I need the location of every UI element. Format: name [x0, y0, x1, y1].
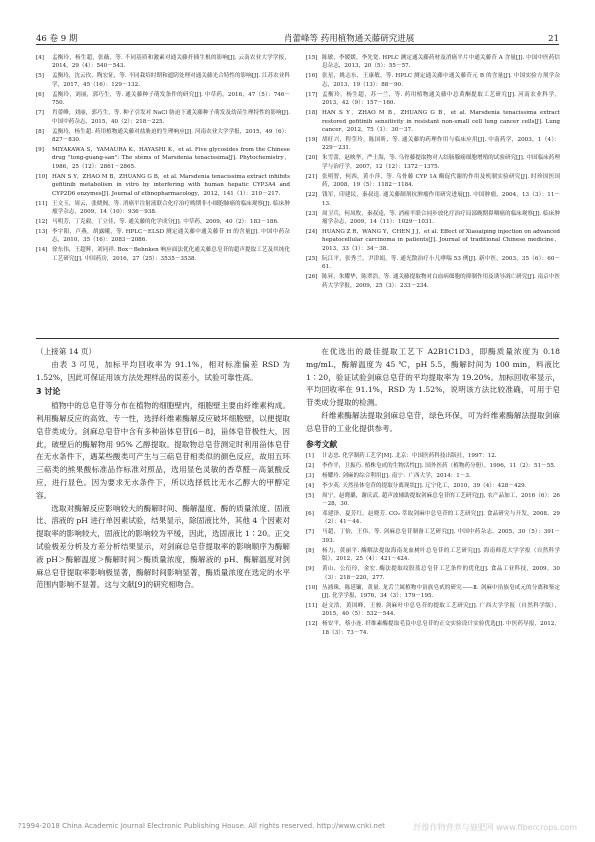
reference-number: [2]: [306, 462, 314, 469]
reference-text: 孟衡玲，沈云玫，陶宏征，等. 不同栽培时期和遮阴处理对通关藤光合特性的影响[J]. 江苏农业科学，2017，45（16）：129－132.: [52, 73, 290, 88]
reference-item: [36, 218, 290, 226]
reference-item: [306, 452, 560, 460]
reference-text: 马明芳，丁克毅，丁立佳，等. 通关藤的化学成分[J]. 中草药，2009，40（2）：183－186.: [52, 219, 279, 226]
reference-number: [4]: [36, 55, 44, 61]
reference-text: 陈敏，李媛媛，李先宽. HPLC 测定通关藤药材及消癌平片中通关藤苷 A 含量[J]. 中国中医药信息杂志，2013，20（5）：55－57.: [322, 55, 560, 70]
reference-item: [306, 173, 560, 190]
reference-item: [306, 191, 560, 208]
references-list: [306, 452, 560, 638]
reference-text: HAN S Y，ZHAO M B，ZHUANG G B，et al. Marsdenia tenacissima extract restored gefitinib sensitivity in resistant non-small cell lung cancer cells[J]. Lung cancer，2012，75（1）：30－37.: [322, 110, 560, 134]
references-heading: 参考文献: [306, 439, 338, 449]
reference-text: 胡旺兴，程莹玲，陈国昕，等. 通关藤的药理作用与临床应用[J]. 中南药学，2003，1（4）：229－231.: [322, 137, 560, 152]
section-divider: [36, 338, 559, 339]
reference-text: 陈昇，朱耀华，陈翠浩，等. 通关藤提取物对白血病细胞的抑制作用及诱导凋亡研究[J]. 南京中医药大学学报，2009，25（3）：233－234.: [322, 274, 560, 289]
page-number: 21: [548, 34, 559, 44]
reference-number: [11]: [36, 200, 48, 207]
reference-item: [36, 200, 290, 217]
reference-text: 计志忠. 化学制药工艺学[M]. 北京：中国医药科技出版社，1997：12.: [322, 452, 497, 459]
reference-item: [306, 492, 560, 509]
reference-item: [306, 255, 560, 272]
reference-text: 丛浦珠，陈延镛，黄量. 龙舌兰属植物中甾族皂甙的研究——Ⅱ. 剑麻中甾族皂甙元的分离和鉴定[J]. 化学学报，1976，34（3）：179－195.: [322, 584, 560, 600]
watermark-text: 纤维作物营养与施肥网 www.fibercrops.com: [413, 823, 577, 832]
reference-number: [20]: [306, 155, 318, 162]
reference-item: [306, 528, 560, 545]
reference-number: [14]: [36, 247, 48, 254]
running-header: [36, 24, 559, 45]
reference-number: [24]: [306, 229, 318, 236]
reference-item: [36, 91, 290, 108]
reference-item: [36, 128, 290, 145]
reference-number: [19]: [306, 137, 318, 144]
body-right-column: [306, 346, 560, 639]
reference-number: [17]: [306, 91, 318, 98]
page-footer: [0, 822, 595, 836]
reference-number: [7]: [306, 529, 314, 536]
reference-text: 孟衡玲，杨生超. 药用植物通关藤对盐胁迫的生理响应[J]. 河南农业大学学报，2015，49（6）：827－830.: [52, 128, 290, 144]
copyright-line: ?1994-2018 China Academic Journal Electronic Publishing House. All rights reserved. http://www.cnki.net: [18, 822, 385, 830]
reference-item: [36, 54, 290, 71]
reference-text: 李作平，卫振巧. 植株皂甙的生物活性[J]. 国外医药（植物药分册），1996，11（2）：51－55.: [322, 462, 556, 469]
reference-item: [36, 228, 290, 245]
reference-number: [25]: [306, 255, 318, 262]
body-paragraph: 纤维素酶解法提取剑麻总皂苷，绿色环保，可为纤维素酶解法提取剑麻总皂苷的工业化提供参考。: [306, 410, 560, 433]
body-paragraph: 植物中的总皂苷等分布在植物的细胞壁内，细胞壁主要由纤维素构成。利用酶解反应的高效、专一性，选择纤维素酶解反应破坏细胞壁，以便提取皂苷类成分。剑麻总皂苷中含有多种甾体皂苷[6－8]，甾体皂苷极性大，因此，破壁后的酶解物用 95% 乙醇提取。提取物总皂苷测定时利用甾体皂苷在无水条件下，遇某些酸类可产生与三萜皂苷相类似的颜色反应，故用五环三萜类的熊果酸标准品作标准对照品，选用显色灵敏的香草醛－高氯酸反应，进行显色。因为要求无水条件下，所以选择低比无水乙醇大的甲醇定容。: [36, 401, 290, 500]
reference-item: [36, 72, 290, 89]
reference-item: [36, 146, 290, 171]
reference-item: [306, 154, 560, 171]
reference-number: [11]: [306, 603, 318, 610]
reference-number: [7]: [36, 110, 44, 117]
reference-item: [36, 173, 290, 198]
reference-item: [306, 584, 560, 601]
reference-number: [9]: [306, 566, 314, 573]
reference-text: 孟衡玲，刘丽，郭巧生，等. 通关藤种子萌发条件的研究[J]. 中草药，2016，47（5）：746－750.: [52, 91, 290, 107]
reference-text: MIYAKAWA S，YAMAURA K，HAYASHI K，et al. Five glycosides from the Chinese drug "tong-guang-san": The stems of Marsdenia tenacissima[J]. Phytochemistry，1986，25（12）：2861－2865.: [52, 147, 290, 170]
reference-item: [36, 109, 290, 126]
reference-text: 黄山，公衍玲，金宏. 酶法提取纹股蓝总皂苷工艺条件的优化[J]. 食品工业科技，2009，30（3）：218－220，277.: [322, 566, 560, 581]
reference-item: [306, 210, 560, 227]
reference-number: [13]: [36, 229, 48, 236]
issue-label: 46 卷 9 期: [36, 34, 78, 44]
reference-number: [4]: [306, 482, 314, 489]
reference-item: [306, 620, 560, 637]
reference-text: 杨安平，蔡小连. 纤维素酶提取毛茛中总皂苷的正交实验设计实验优选[J]. 中医药导报，2012，18（3）：73－74.: [322, 621, 560, 636]
reference-text: 朱雪蕾，赵映华，严士海，等. 乌骨藤提取物对人结肠腺癌细胞增殖的试验研究[J]. 中国临床药理学与治疗学，2007，12（12）：1372－1375.: [322, 155, 560, 170]
reference-number: [22]: [306, 192, 318, 199]
reference-item: [306, 472, 560, 480]
reference-number: [15]: [306, 55, 318, 61]
reference-text: 孟衡玲，杨生超，张薇，等. 不同基质和激素对通关藤扦插生根的影响[J]. 云南农业大学学报，2014，29（4）：540－543.: [52, 55, 290, 70]
reference-number: [16]: [306, 73, 318, 80]
continued-from: （上接第 14 页）: [36, 347, 97, 356]
reference-item: [306, 602, 560, 619]
reference-text: 孟衡玲，杨生超，苏一兰，等. 药用植物通关藤中总黄酮提取工艺研究[J]. 河南农业科学，2013，42（9）：157－160.: [322, 91, 560, 107]
reference-number: [18]: [306, 110, 318, 117]
reference-text: 李宇阳，卢燕，胡露曦，等. HPLC－ELSD 测定通关藤中通关藤苷 H 的含量[J]. 中国中药杂志，2010，35（16）：2083－2086.: [52, 229, 290, 244]
reference-item: [306, 462, 560, 470]
reference-number: [10]: [36, 173, 48, 180]
reference-number: [23]: [306, 210, 318, 217]
reference-text: HUANG Z R，WANG Y，CHEN J J，et al. Effect of Xiaoaiping injection on advanced hepatocellular carcinoma in patients[J]. Journal of traditional Chinese medicine，2013，33（1）：34－38.: [322, 229, 560, 252]
reference-text: 张星，姚志东，王康敏，等. HPLC 测定通关藤中通关藤苷元 B 的含量[J]. 中国实验方剂学杂志，2013，19（13）：88－90.: [322, 73, 560, 88]
reference-text: HAN S Y，ZHAO M B，ZHUANG G B，et al. Marsdenia tenacissima extract inhibits gefitinib metabolism in vitro by interfering with human hepatic CYP3A4 and CYP2D6 enzymes[J]. Journal of ethnopharmacology，2012，141（1）：210－217.: [52, 173, 290, 197]
body-paragraph: 选取对酶解反应影响较大的酶解时间、酶解温度、酶的质量浓度、固液比、溶液的 pH 进行单因素试验，结果显示，除固液比外，其他 4 个因素对提取率的影响较大，固液比的影响较为平缓，因此，选固液比 1∶20。正交试验极差分析及方差分析结果显示，对剑麻总皂苷提取率的影响顺序为酶解液 pH＞酶解温度＞酶解时间＞酶质量浓度，酶解液的 pH、酶解温度对剑麻总皂苷提取率影响极显著，酶解时间影响显著，酶质量浓度在选定的水平范围内影响不显著。这与文献[9]的研究相吻合。: [36, 503, 290, 590]
reference-number: [6]: [306, 510, 314, 517]
reference-text: 杨耀玲. 剑麻的综合利用[J]. 南宁：广西大学，2014：1－3.: [322, 472, 471, 479]
reference-text: 马超，丁怡，王伟，等. 剑麻总皂苷制备工艺研究[J]. 中国中药杂志，2005，30（5）：391－393.: [322, 529, 560, 544]
reference-text: 杨力，黄丽平. 酶解法提取海南龙血树叶总皂苷的工艺研究[J]. 海南师范大学学报（自然科学版），2012，25（4）：421－424.: [322, 547, 560, 563]
reference-number: [5]: [306, 492, 314, 499]
reference-number: [8]: [306, 547, 314, 554]
reference-item: [306, 109, 560, 134]
reference-text: 邓建泽，夏芳红，赵晓芳. CO₂ 萃取剑麻中总皂苷的工艺研究[J]. 食品研究与开发，2008，29（2）：41－44.: [322, 510, 560, 526]
reference-item: [306, 54, 560, 71]
reference-number: [5]: [36, 73, 44, 80]
reference-number: [26]: [306, 274, 318, 281]
reference-item: [306, 565, 560, 582]
reference-item: [36, 246, 290, 263]
references-left-column: [36, 54, 290, 265]
reference-number: [3]: [306, 472, 314, 479]
reference-number: [12]: [306, 621, 318, 628]
reference-item: [306, 510, 560, 527]
reference-number: [21]: [306, 173, 318, 180]
body-left-column: [36, 346, 290, 592]
reference-text: 张明智，何西，黄小萍，等. 乌骨藤 CYP 1A 酶促代谢的作用及机制实验研究[J]. 时珍国医国药，2008，19（5）：1182－1184.: [322, 173, 560, 189]
reference-number: [12]: [36, 219, 48, 226]
reference-text: 阮江平，张秀兰，尹津娟，等. 通光散治疗小儿哮喘 53 例[J]. 新中医，2003，35（6）：60－61.: [322, 255, 560, 271]
body-paragraph: 在优选出的最佳提取工艺下 A2B1C1D3，即酶质量浓度为 0.18 mg/mL，酶解温度为 45 ℃，pH 5.5，酶解时间为 100 min，料液比 1∶20，验证试验剑麻总皂苷的平均提取率为 19.20%。加标回收率显示，平均回收率在 91.1%，RSD 为 1.52%，说明该方法比较准确，可用于皂苷类成分提取的检测。: [306, 347, 560, 408]
reference-text: 钱军，印建民，秦叔逵. 通关藤制剂抗肿瘤作用研究进展[J]. 中国肿瘤，2004，13（3）：11－13.: [322, 192, 560, 207]
reference-item: [306, 228, 560, 253]
reference-number: [8]: [36, 128, 44, 135]
reference-item: [306, 273, 560, 290]
section-heading: 3 讨论: [36, 387, 61, 397]
reference-item: [306, 482, 560, 490]
reference-text: 周卫兵，何凤牧，秦叔逵，等. 消癌平联合同步放化疗治疗局部晚期鼻咽癌的临床观察[J]. 临床肿瘤学杂志，2009，14（11）：1029－1031.: [322, 210, 560, 226]
reference-number: [6]: [36, 91, 44, 98]
reference-item: [306, 547, 560, 564]
reference-text: 王文玉，周云，张晓阁，等. 消癌平注射液联合化疗治疗晚期非小细胞肺癌的临床观察[J]. 临床肿瘤学杂志，2009，14（10）：936－938.: [52, 200, 290, 216]
body-paragraph: 由表 3 可见，加标平均回收率为 91.1%，相对标准偏差 RSD 为 1.52%，因此可保证用该方法处理样品的误差小，试验可靠性高。: [36, 359, 290, 382]
reference-text: 周宁，赵晓璐，谢庆武. 超声波辅助提取剑麻总皂苷的工艺研究[J]. 农产品加工，2016（6）：26－28，30.: [322, 492, 560, 507]
reference-text: 徐东伟，王超辉，刘同祥. Box－Behnken 响应面法优化通关藤总皂苷的超声提取工艺及其纯化工艺研究[J]. 中国药房，2016，27（25）：3535－3538.: [52, 247, 290, 262]
reference-number: [1]: [306, 452, 314, 459]
reference-text: 李少英. 天然甾体皂苷的提取分离现状[J]. 辽宁化工，2010，39（4）：428－429.: [322, 482, 527, 489]
reference-text: 赵文浩，黄国峰，王骏. 剑麻叶中总皂苷的提取工艺研究[J]. 广西大学学报（自然科学版），2015，40（5）：532－544.: [322, 603, 560, 618]
reference-number: [9]: [36, 147, 44, 154]
reference-item: [306, 72, 560, 89]
reference-item: [306, 91, 560, 108]
references-right-column: [306, 54, 560, 292]
header-title: 肖蕾峰等 药用植物通关藤研究进展: [284, 34, 415, 44]
reference-text: 肖蕾峰，刘丽，郭巧生，等. 种子引发对 NaCl 胁迫下通关藤种子萌发及幼苗生理特性的影响[J]. 中国中药杂志，2015，40（2）：218－225.: [52, 110, 290, 125]
reference-item: [306, 136, 560, 153]
reference-number: [10]: [306, 584, 318, 591]
